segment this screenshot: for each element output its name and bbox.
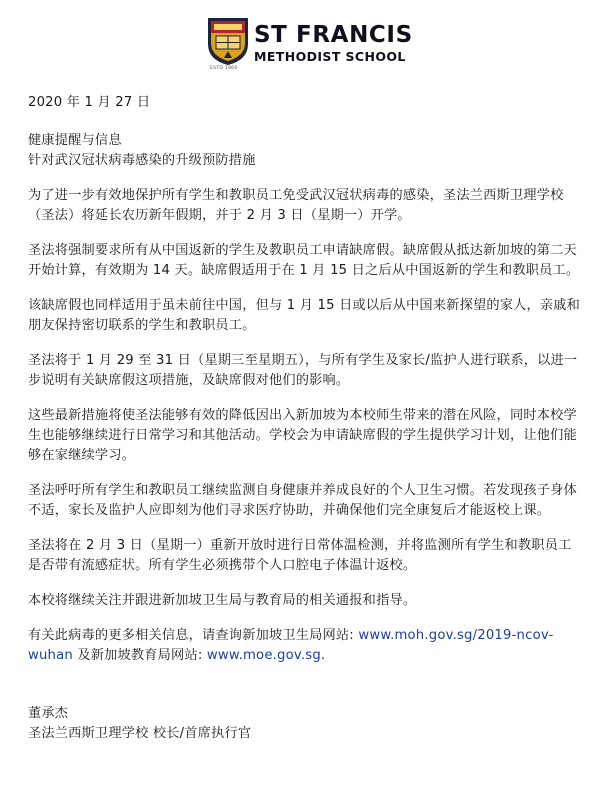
info-mid: 及新加坡教育局网站:	[72, 648, 207, 663]
paragraph-7: 圣法将在 2 月 3 日（星期一）重新开放时进行日常体温检测，并将监测所有学生和教职员工是否带有流感症状。所有学生必须携带个人口腔电子体温计返校。	[28, 538, 572, 573]
estd-label: ESTD 1960	[210, 66, 238, 71]
paragraph-8: 本校将继续关注并跟进新加坡卫生局与教育局的相关通报和指导。	[28, 593, 417, 608]
paragraph-3: 该缺席假也同样适用于虽未前往中国，但与 1 月 15 日或以后从中国来新探望的家人，亲戚和朋友保持密切联系的学生和教职员工。	[28, 298, 581, 333]
paragraph-6: 圣法呼吁所有学生和教职员工继续监测自身健康并养成良好的个人卫生习惯。若发现孩子身体不适，家长及监护人应即刻为他们寻求医疗协助，并确保他们完全康复后才能返校上课。	[28, 483, 577, 518]
paragraph-2: 圣法将强制要求所有从中国返新的学生及教职员工申请缺席假。缺席假从抵达新加坡的第二天开始计算，有效期为 14 天。缺席假适用于在 1 月 15 日之后从中国返新的学生和教职员工。	[28, 243, 580, 278]
moh-link[interactable]: www.moh.gov.sg/2019-ncov-wuhan	[28, 628, 554, 663]
letter-date: 2020 年 1 月 27 日	[28, 95, 151, 110]
signatory-name: 董承杰	[28, 706, 69, 721]
school-crest-icon	[206, 16, 250, 66]
signatory-title: 圣法兰西斯卫理学校 校长/首席执行官	[28, 726, 252, 741]
more-info-paragraph	[28, 626, 584, 666]
signature-block	[28, 704, 584, 744]
school-name-line2: METHODIST SCHOOL	[254, 49, 406, 64]
paragraph-5: 这些最新措施将使圣法能够有效的降低因出入新加坡为本校师生带来的潜在风险，同时本校学生也能够继续进行日常学习和其他活动。学校会为申请缺席假的学生提供学习计划，让他们能够在家继续学习。	[28, 408, 577, 463]
subject-line-2: 针对武汉冠状病毒感染的升级预防措施	[28, 153, 256, 168]
paragraph-4: 圣法将于 1 月 29 至 31 日（星期三至星期五），与所有学生及家长/监护人进行联系，以进一步说明有关缺席假这项措施，及缺席假对他们的影响。	[28, 353, 578, 388]
paragraph-1: 为了进一步有效地保护所有学生和教职员工免受武汉冠状病毒的感染，圣法兰西斯卫理学校（圣法）将延长农历新年假期，并于 2 月 3 日（星期一）开学。	[28, 188, 564, 223]
letter-subject	[28, 131, 584, 171]
moe-link[interactable]: www.moe.gov.sg	[206, 648, 321, 663]
info-suffix: .	[320, 648, 326, 663]
subject-line-1: 健康提醒与信息	[28, 133, 122, 148]
school-name	[254, 24, 413, 64]
school-name-line1: ST FRANCIS	[254, 22, 413, 48]
letter-body	[28, 93, 584, 744]
info-prefix: 有关此病毒的更多相关信息，请查询新加坡卫生局网站:	[28, 628, 359, 643]
